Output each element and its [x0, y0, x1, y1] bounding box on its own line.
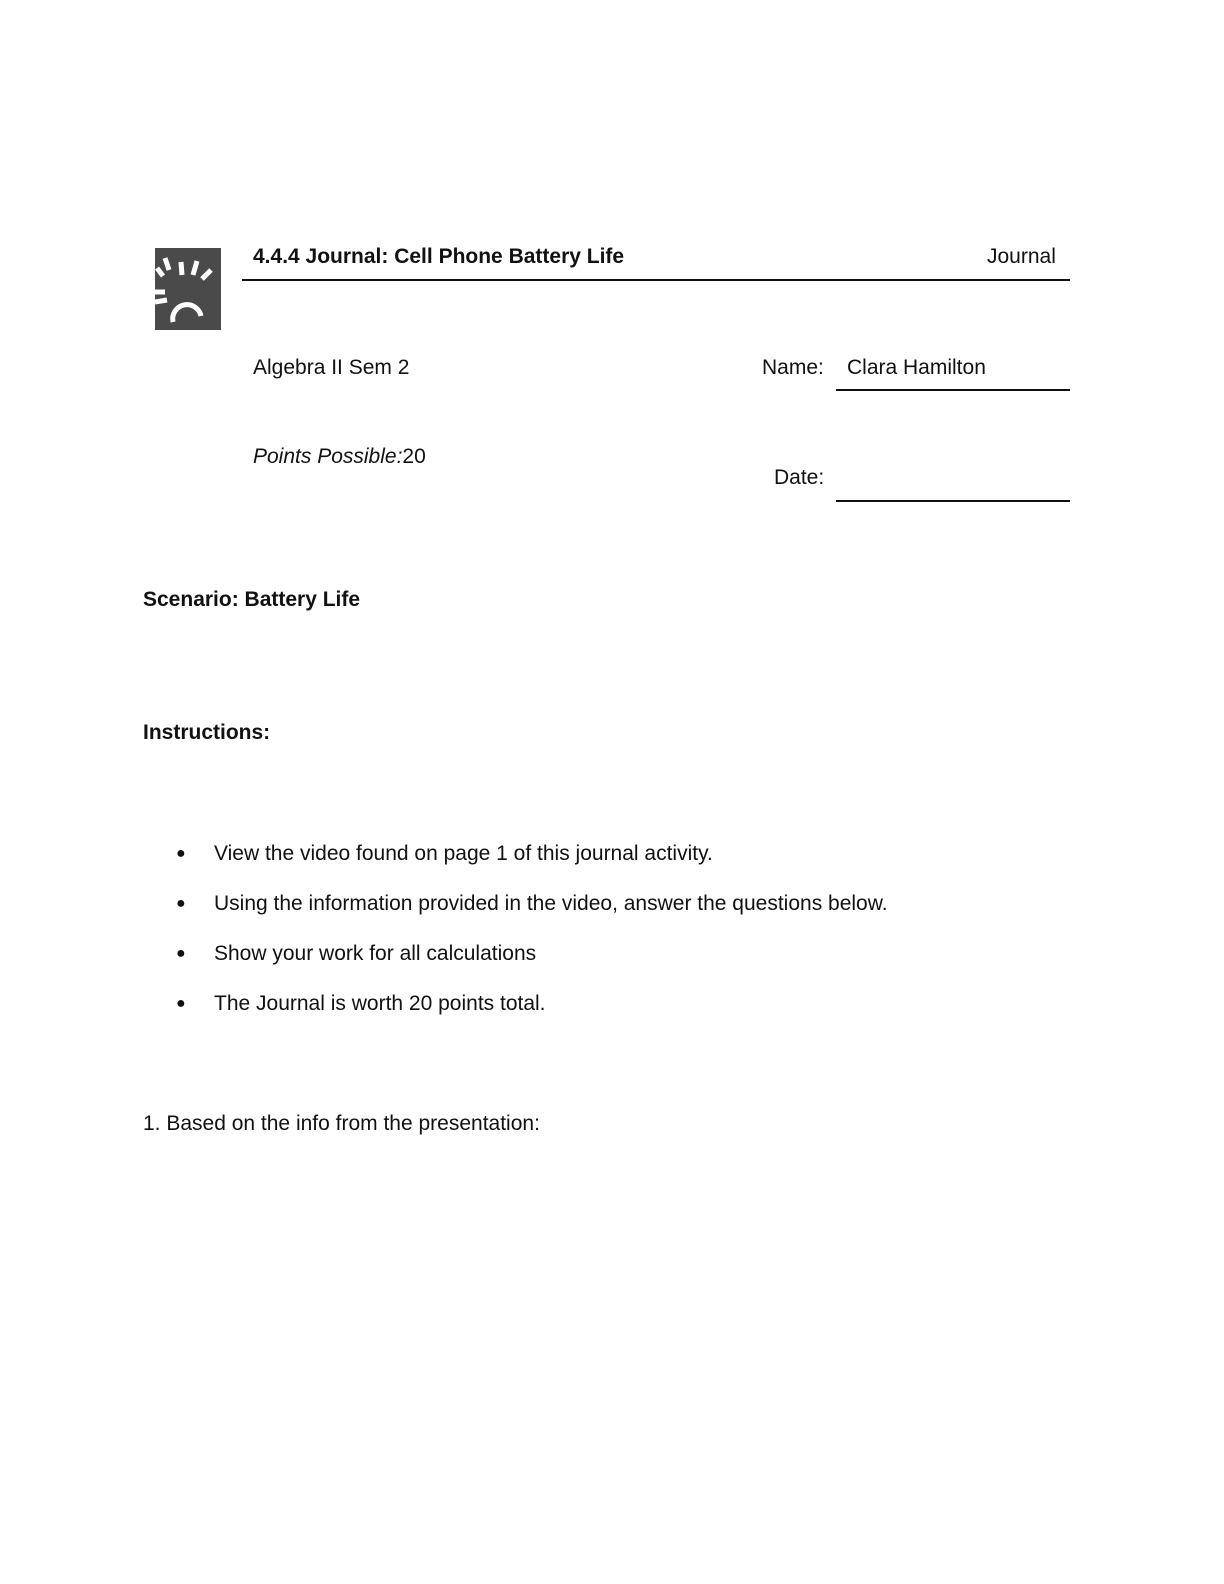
- instruction-text: The Journal is worth 20 points total.: [214, 992, 546, 1015]
- bullet-icon: ●: [176, 845, 186, 862]
- name-field[interactable]: Clara Hamilton: [847, 356, 986, 379]
- document-type-label: Journal: [987, 245, 1056, 268]
- points-label: Points Possible:: [253, 445, 403, 468]
- course-name: Algebra II Sem 2: [253, 356, 410, 379]
- list-item: [176, 990, 888, 1040]
- date-label: Date:: [774, 466, 825, 489]
- sunburst-logo-icon: [155, 248, 221, 330]
- header-divider: [242, 279, 1070, 281]
- list-item: [176, 940, 888, 990]
- points-possible: [253, 445, 426, 469]
- list-item: [176, 890, 888, 940]
- instructions-list: [176, 840, 888, 1040]
- points-value: 20: [402, 445, 426, 468]
- bullet-icon: ●: [176, 895, 186, 912]
- document-title: 4.4.4 Journal: Cell Phone Battery Life: [253, 245, 625, 268]
- question-1: 1. Based on the info from the presentation:: [143, 1112, 540, 1135]
- instruction-text: Show your work for all calculations: [214, 942, 537, 965]
- bullet-icon: ●: [176, 945, 186, 962]
- name-label: Name:: [762, 356, 824, 379]
- instruction-text: View the video found on page 1 of this journal activity.: [214, 842, 713, 865]
- instruction-text: Using the information provided in the video, answer the questions below.: [214, 892, 888, 915]
- list-item: [176, 840, 888, 890]
- scenario-heading: Scenario: Battery Life: [143, 588, 361, 611]
- instructions-heading: Instructions:: [143, 721, 271, 744]
- bullet-icon: ●: [176, 995, 186, 1012]
- name-underline: [836, 389, 1070, 391]
- date-field[interactable]: [836, 500, 1070, 502]
